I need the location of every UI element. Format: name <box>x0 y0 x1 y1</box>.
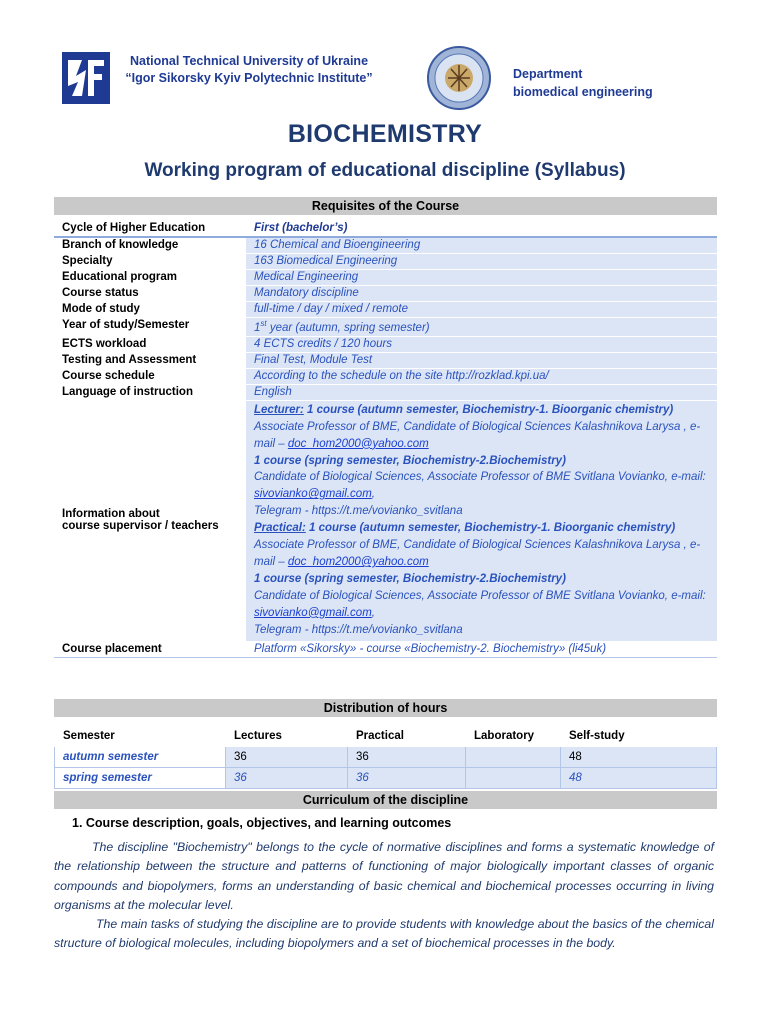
lecturer-course: 1 course (spring semester, Biochemistry-2.Biochemistry) <box>254 454 566 467</box>
row-label: Course schedule <box>54 368 246 384</box>
cell: autumn semester <box>55 747 226 768</box>
row-label: Year of study/Semester <box>54 318 246 337</box>
university-logo <box>62 52 110 104</box>
ordinal-suffix: st <box>260 319 267 328</box>
table-row <box>54 237 717 254</box>
page-subtitle: Working program of educational discipline (Syllabus) <box>144 160 626 181</box>
practical-course: 1 course (spring semester, Biochemistry-2.Biochemistry) <box>254 572 566 585</box>
distribution-header-row <box>55 726 717 747</box>
teachers-info: Lecturer: 1 course (autumn semester, Biochemistry-1. Bioorganic chemistry) Associate Professor of BME, Candidate of Biological Sciences Kalashnikova Larysa , e-mail – doc_hom2000@yahoo.com 1 course (spring semester, Biochemistry-2.Biochemistry) Candidate of Biological Sciences, Associate Professor of BME Svitlana Vovianko, e-mail: sivovianko@gmail.com, Telegram - https://t.me/vovianko_svitlana Practical: 1 course (autumn semester, Biochemistry-1. Bioorganic chemistry) Associate Professor of BME, Candidate of Biological Sciences Kalashnikova Larysa , e-mail – doc_hom2000@yahoo.com 1 course (spring semester, Biochemistry-2.Biochemistry) Candidate of Biological Sciences, Associate Professor of BME Svitlana Vovianko, e-mail: sivovianko@gmail.com, Telegram - https://t.me/vovianko_svitlana <box>246 400 717 641</box>
distribution-table <box>54 725 717 789</box>
teacher-text: Candidate of Biological Sciences, Associate Professor of BME Svitlana Vovianko, e-mail: <box>254 589 706 602</box>
row-value: First (bachelor’s) <box>246 221 717 237</box>
row-value: Mandatory discipline <box>246 286 717 302</box>
row-label: Specialty <box>54 254 246 270</box>
row-label <box>54 400 246 641</box>
practical-label: Practical: <box>254 522 306 535</box>
practical-course: 1 course (autumn semester, Biochemistry-1. Bioorganic chemistry) <box>305 522 676 535</box>
table-row <box>55 747 717 768</box>
email-link[interactable]: sivovianko@gmail.com <box>254 606 372 619</box>
table-row <box>54 318 717 337</box>
row-label: Mode of study <box>54 302 246 318</box>
row-value: Platform «Sikorsky» - course «Biochemistry-2. Biochemistry» (li45uk) <box>246 641 717 657</box>
row-label: Branch of knowledge <box>54 237 246 254</box>
col-header: Self-study <box>561 726 717 747</box>
table-row <box>55 768 717 789</box>
lecturer-course: 1 course (autumn semester, Biochemistry-1. Bioorganic chemistry) <box>303 403 674 416</box>
row-label: Course placement <box>54 641 246 657</box>
row-label: Course status <box>54 286 246 302</box>
year-number: 1 <box>254 321 261 334</box>
email-link[interactable]: doc_hom2000@yahoo.com <box>287 555 429 568</box>
email-link[interactable]: sivovianko@gmail.com <box>254 488 372 501</box>
table-row <box>54 641 717 657</box>
distribution-heading: Distribution of hours <box>54 699 717 717</box>
row-label: Testing and Assessment <box>54 352 246 368</box>
cell: 48 <box>561 768 717 789</box>
paragraph: The discipline "Biochemistry" belongs to the cycle of normative disciplines and forms a systematic knowledge of the relationship between the structure and patterns of functioning of major biologically important classes of organic compounds and biopolymers, forms an understanding of basic chemical and biochemical processes occurring in living organisms at the molecular level. <box>54 840 714 912</box>
telegram-link[interactable]: Telegram - https://t.me/vovianko_svitlana <box>254 623 463 636</box>
year-text: year (autumn, spring semester) <box>266 321 430 334</box>
col-header: Practical <box>348 726 466 747</box>
cell: spring semester <box>55 768 226 789</box>
cell <box>466 747 561 768</box>
col-header: Lectures <box>226 726 348 747</box>
cell: 36 <box>226 747 348 768</box>
telegram-link[interactable]: Telegram - https://t.me/vovianko_svitlana <box>254 505 463 518</box>
row-value: 16 Chemical and Bioengineering <box>246 237 717 254</box>
paragraph: The main tasks of studying the discipline are to provide students with knowledge about the basics of the chemical structure of biological molecules, including biopolymers and a set of biochemical processes in the body. <box>54 917 714 951</box>
cell: 36 <box>348 747 466 768</box>
table-row <box>54 302 717 318</box>
table-row <box>54 384 717 400</box>
cell: 48 <box>561 747 717 768</box>
table-row <box>54 221 717 237</box>
department-logo <box>426 45 492 111</box>
row-value: English <box>246 384 717 400</box>
row-value: According to the schedule on the site http://rozklad.kpi.ua/ <box>246 368 717 384</box>
row-value <box>246 318 717 337</box>
lecturer-label: Lecturer: <box>254 403 304 416</box>
col-header: Laboratory <box>466 726 561 747</box>
row-value: 163 Biomedical Engineering <box>246 254 717 270</box>
cell: 36 <box>226 768 348 789</box>
table-row <box>54 400 717 641</box>
university-name <box>114 53 384 87</box>
row-label: Educational program <box>54 270 246 286</box>
page-title: BIOCHEMISTRY <box>287 120 483 148</box>
info-label-line1: Information about <box>62 508 160 521</box>
teacher-text: Candidate of Biological Sciences, Associate Professor of BME Svitlana Vovianko, e-mail: <box>254 471 706 484</box>
requisites-table <box>54 221 717 658</box>
university-line1: National Technical University of Ukraine <box>129 54 369 68</box>
col-header: Semester <box>55 726 226 747</box>
row-value: Medical Engineering <box>246 270 717 286</box>
row-value: Final Test, Module Test <box>246 352 717 368</box>
table-row <box>54 254 717 270</box>
row-label: Cycle of Higher Education <box>54 221 246 237</box>
table-row <box>54 368 717 384</box>
department-line2: biomedical engineering <box>513 85 653 99</box>
curriculum-heading: Curriculum of the discipline <box>54 791 717 809</box>
requisites-heading: Requisites of the Course <box>54 197 717 215</box>
section-heading: 1. Course description, goals, objectives, and learning outcomes <box>72 816 452 830</box>
row-label: Language of instruction <box>54 384 246 400</box>
info-label-line2: course supervisor / teachers <box>62 520 219 533</box>
cell: 36 <box>348 768 466 789</box>
table-row <box>54 352 717 368</box>
row-label: ECTS workload <box>54 336 246 352</box>
row-value: full-time / day / mixed / remote <box>246 302 717 318</box>
email-link[interactable]: doc_hom2000@yahoo.com <box>287 437 429 450</box>
table-row <box>54 270 717 286</box>
university-line2: “Igor Sikorsky Kyiv Polytechnic Institute” <box>125 71 373 85</box>
department-name <box>513 65 653 101</box>
department-line1: Department <box>513 67 583 81</box>
teacher-text: Associate Professor of BME, Candidate of Biological Sciences Kalashnikova Larysa , e-mail – <box>254 420 701 450</box>
row-value: 4 ECTS credits / 120 hours <box>246 336 717 352</box>
table-row <box>54 286 717 302</box>
teacher-text: Associate Professor of BME, Candidate of Biological Sciences Kalashnikova Larysa , e-mail – <box>254 539 701 568</box>
table-row <box>54 336 717 352</box>
cell <box>466 768 561 789</box>
